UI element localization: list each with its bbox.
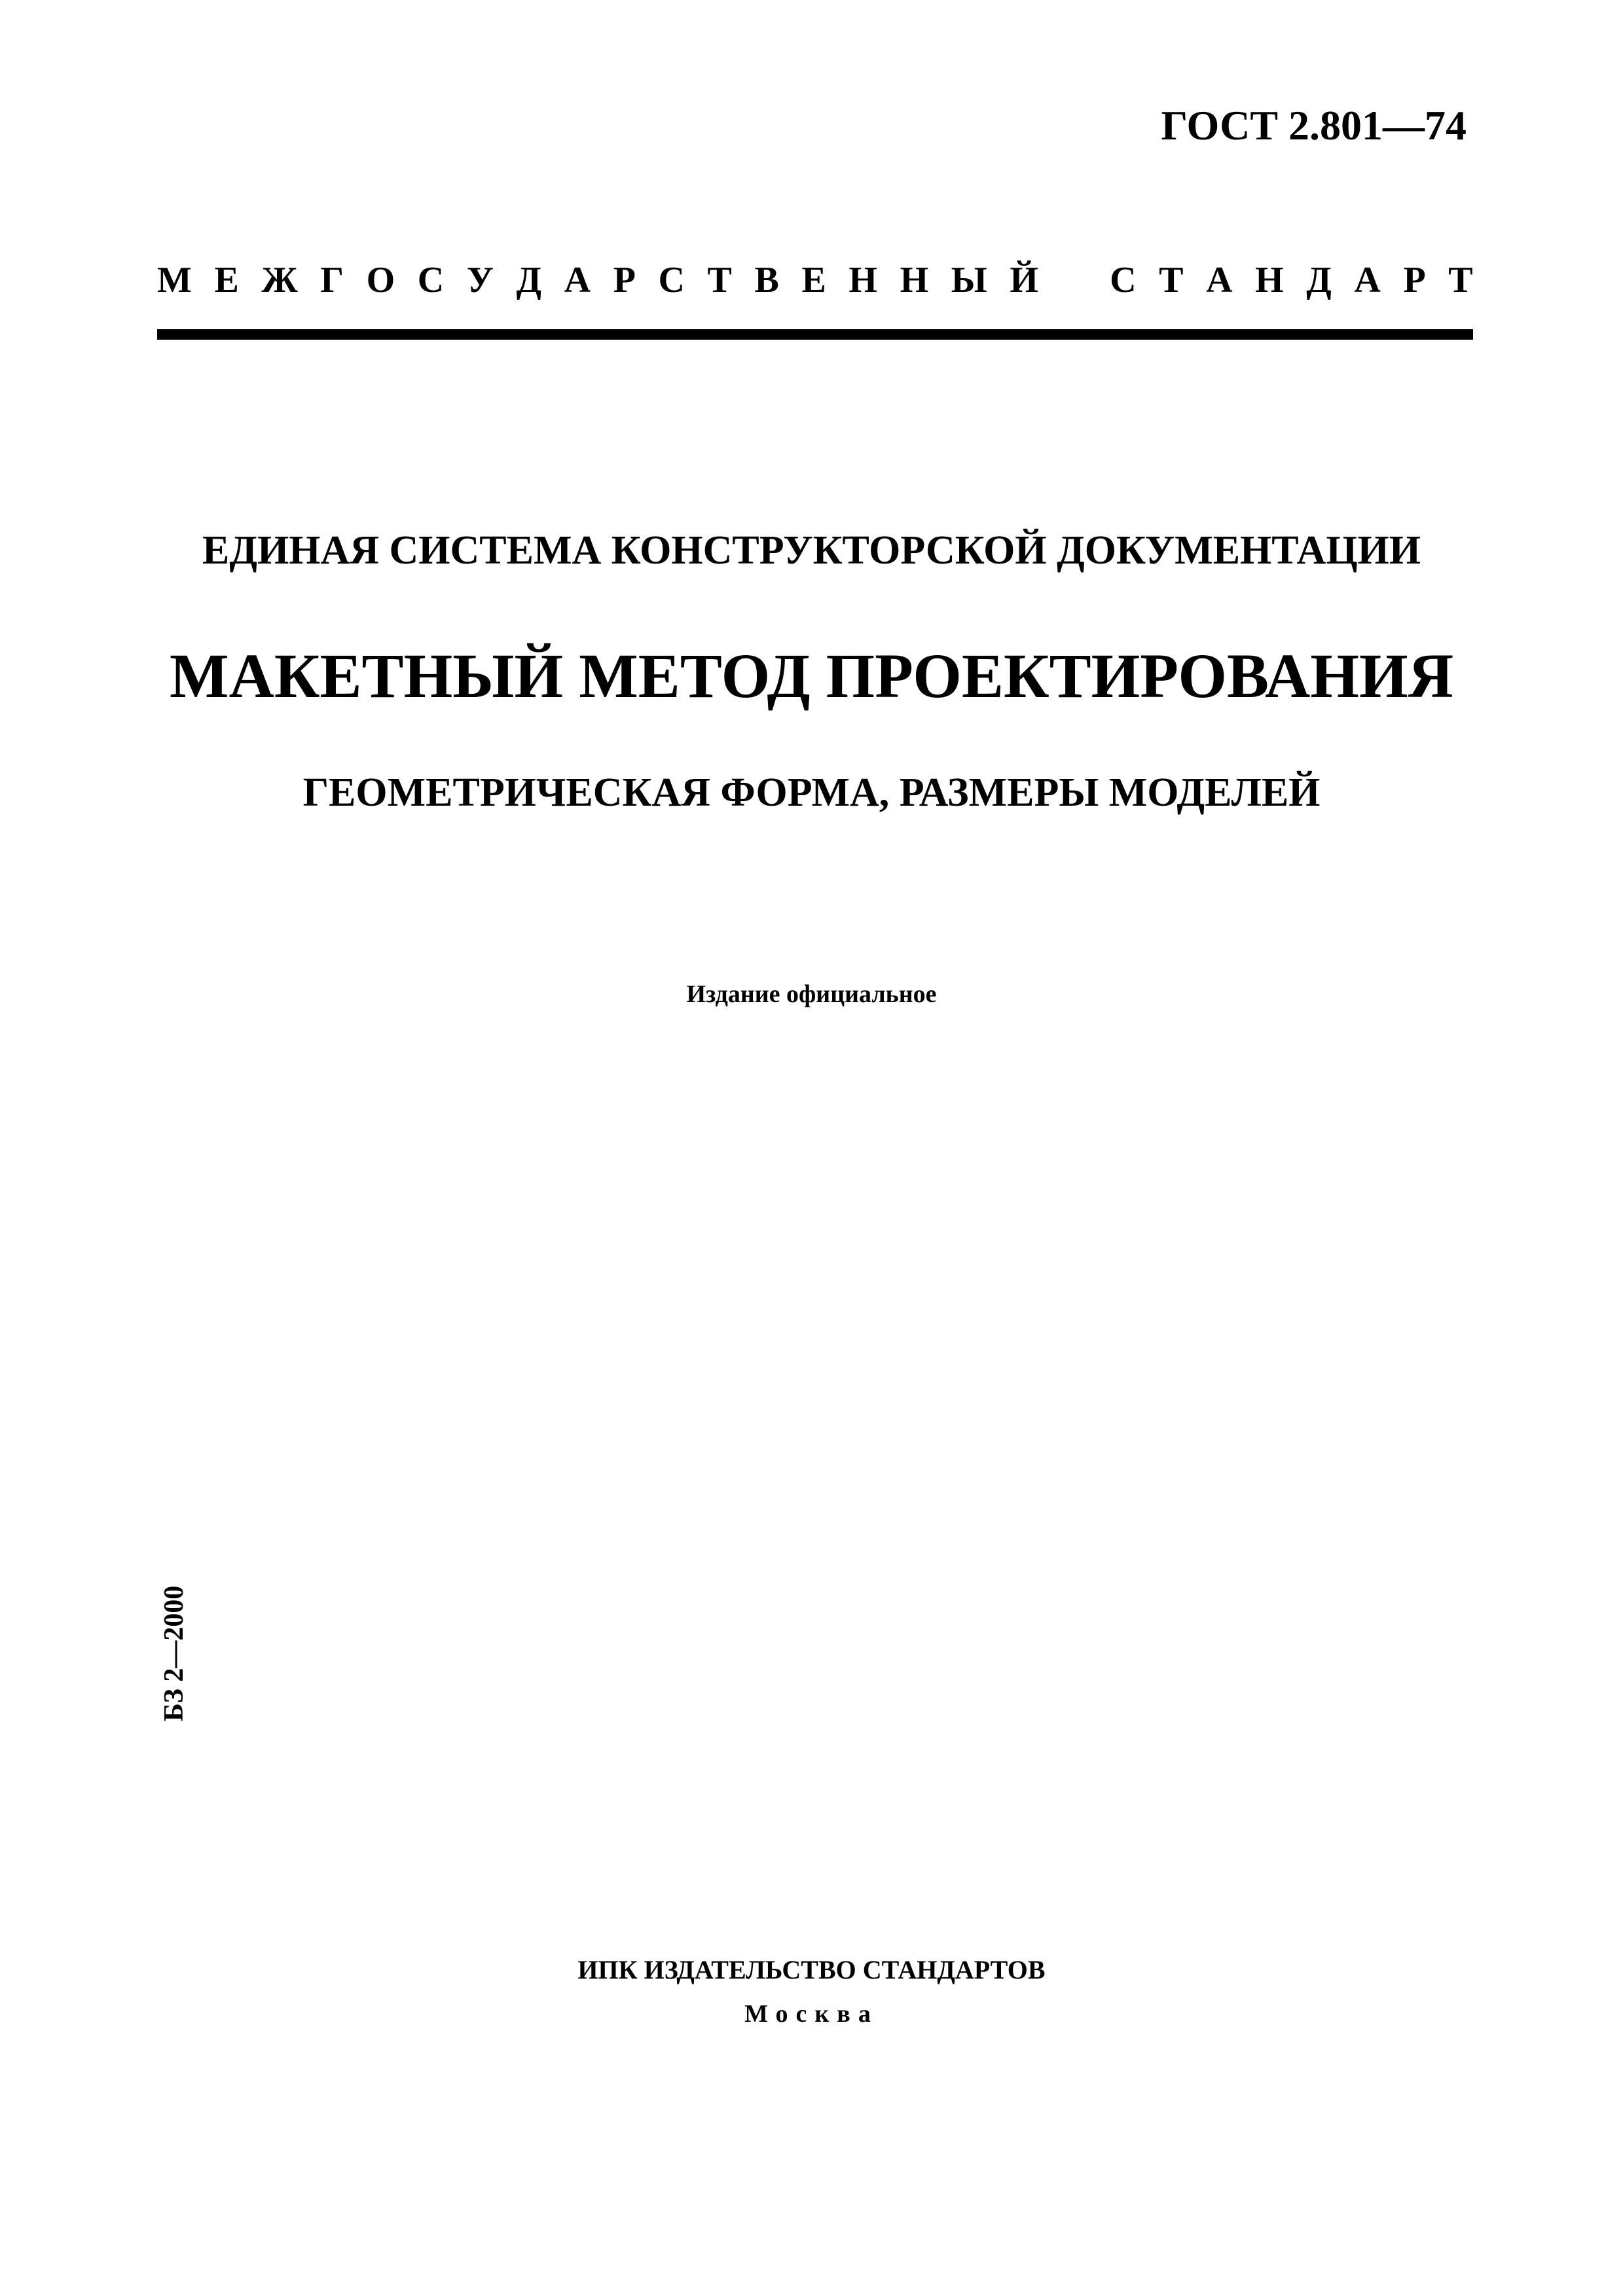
heading-letter: Ы <box>951 260 987 300</box>
series-title: ЕДИНАЯ СИСТЕМА КОНСТРУКТОРСКОЙ ДОКУМЕНТАЦИИ <box>202 528 1421 573</box>
heading-letter: Й <box>1010 260 1038 300</box>
heading-letter: У <box>466 260 494 300</box>
heading-letter: Н <box>1255 260 1284 300</box>
heading-letter: В <box>754 260 779 300</box>
heading-letter: Т <box>1159 260 1184 300</box>
heading-letter: М <box>157 260 192 300</box>
heading-letter: Т <box>1448 260 1473 300</box>
heading-letter: Н <box>900 260 929 300</box>
heading-letter: С <box>417 260 445 300</box>
heading-letter: Е <box>801 260 826 300</box>
heading-letter: Т <box>707 260 732 300</box>
heading-letter: Д <box>1306 260 1332 300</box>
heading-letter: О <box>366 260 395 300</box>
heading-letter: С <box>658 260 685 300</box>
heading-letter: Ж <box>261 260 298 300</box>
side-code: БЗ 2—2000 <box>159 1585 189 1721</box>
heading-letter: Д <box>516 260 542 300</box>
heading-letter: С <box>1110 260 1137 300</box>
edition-note: Издание официальное <box>686 980 937 1008</box>
heading-letter: Г <box>320 260 344 300</box>
heading-letter: Е <box>214 260 239 300</box>
interstate-standard-heading <box>157 262 1473 298</box>
publisher-name: ИПК ИЗДАТЕЛЬСТВО СТАНДАРТОВ <box>577 1955 1046 1984</box>
heading-letter: Р <box>613 260 636 300</box>
document-subtitle: ГЕОМЕТРИЧЕСКАЯ ФОРМА, РАЗМЕРЫ МОДЕЛЕЙ <box>302 770 1321 815</box>
document-title: МАКЕТНЫЙ МЕТОД ПРОЕКТИРОВАНИЯ <box>169 641 1454 711</box>
heading-letter: А <box>1206 260 1233 300</box>
heading-letter: А <box>564 260 591 300</box>
heading-letter: А <box>1354 260 1381 300</box>
publisher-city: Москва <box>744 2000 879 2028</box>
heading-rule <box>157 329 1473 340</box>
heading-letter: Р <box>1403 260 1426 300</box>
heading-letter: Н <box>848 260 877 300</box>
word-gap <box>1061 262 1087 298</box>
standard-number: ГОСТ 2.801—74 <box>1161 102 1467 149</box>
